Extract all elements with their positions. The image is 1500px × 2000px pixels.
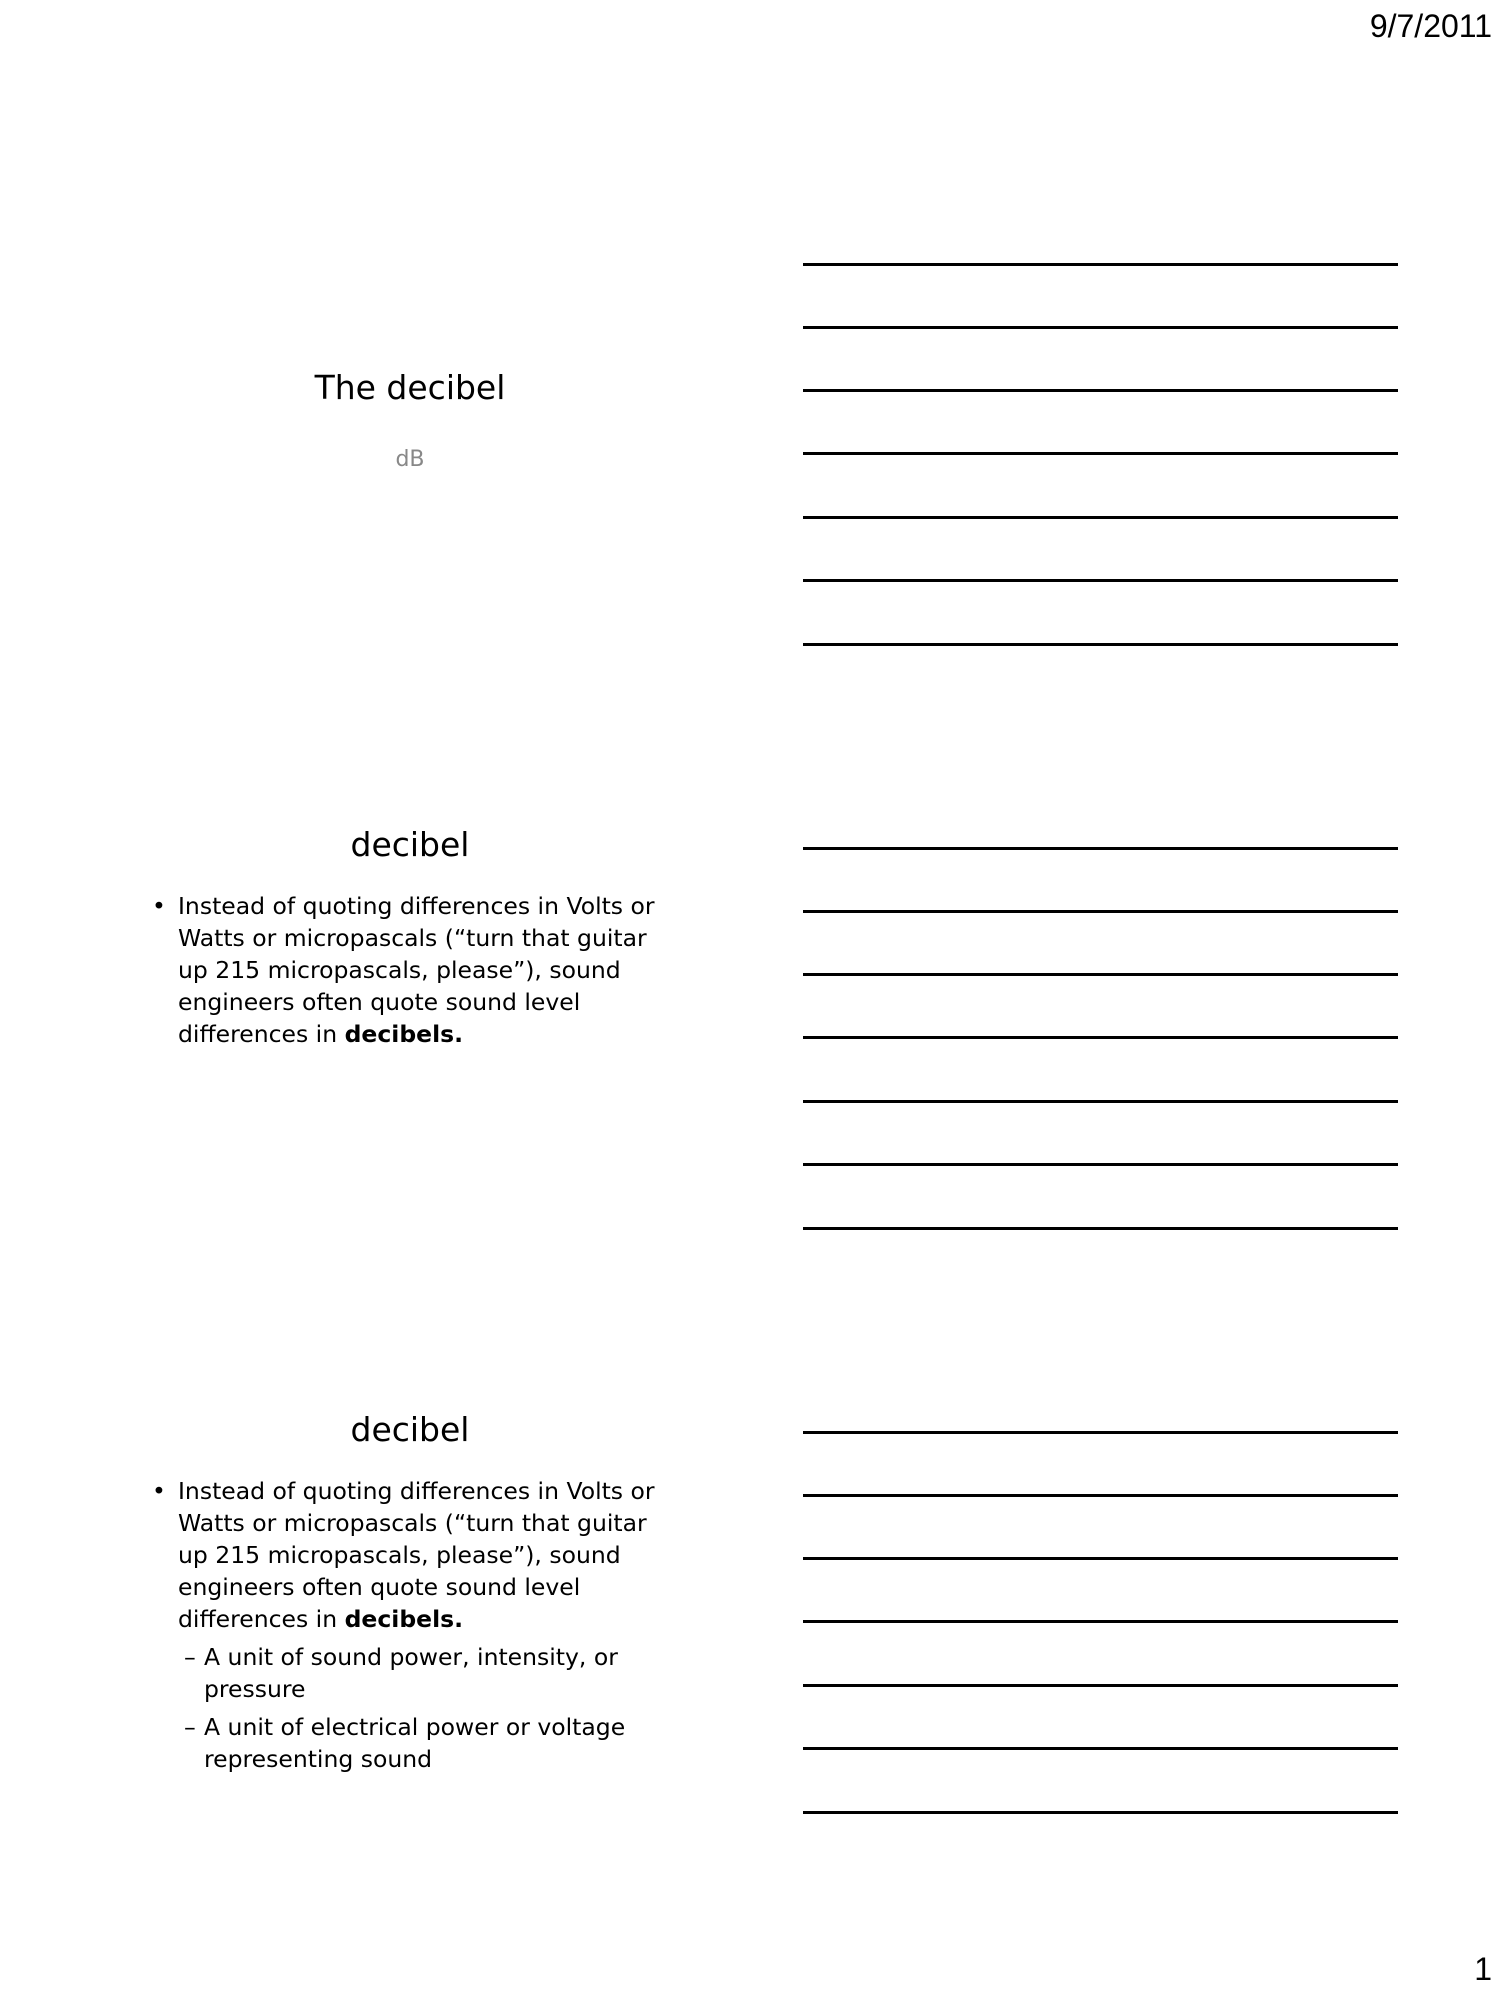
note-line — [803, 643, 1398, 646]
slide-title: The decibel — [314, 368, 506, 407]
bullet-end: . — [454, 1020, 464, 1048]
dash-icon: – — [184, 1643, 196, 1671]
header-date: 9/7/2011 — [1369, 8, 1492, 44]
note-line — [803, 1100, 1398, 1103]
note-line — [803, 1811, 1398, 1814]
slide-title: decibel — [350, 825, 470, 864]
note-line — [803, 579, 1398, 582]
sub-bullet-text: A unit of electrical power or voltage representing sound — [204, 1713, 626, 1773]
bullet-icon: • — [152, 892, 166, 920]
sub-bullet-text: A unit of sound power, intensity, or pressure — [204, 1643, 618, 1703]
note-line — [803, 516, 1398, 519]
note-line — [803, 973, 1398, 976]
note-line — [803, 1036, 1398, 1039]
slide-3 — [140, 1410, 680, 1781]
note-line — [803, 1684, 1398, 1687]
note-line — [803, 389, 1398, 392]
sub-bullet-item — [140, 1641, 680, 1705]
bullet-item — [140, 1475, 680, 1635]
sub-bullet-item — [140, 1711, 680, 1775]
note-line — [803, 1431, 1398, 1434]
slide-title: decibel — [350, 1410, 470, 1449]
slide-1 — [140, 368, 680, 472]
bullet-bold-term: decibels — [344, 1020, 455, 1048]
note-line — [803, 847, 1398, 850]
bullet-list — [140, 1475, 680, 1635]
dash-icon: – — [184, 1713, 196, 1741]
slide-2 — [140, 825, 680, 1050]
bullet-list — [140, 890, 680, 1050]
sub-bullet-list — [140, 1641, 680, 1775]
bullet-text: Instead of quoting differences in Volts or Watts or micropascals (“turn that guitar up 215 micropascals, please”), sound engineers often quote sound level differences in — [178, 1477, 655, 1633]
note-line — [803, 263, 1398, 266]
note-line — [803, 326, 1398, 329]
note-line — [803, 452, 1398, 455]
bullet-icon: • — [152, 1477, 166, 1505]
note-line — [803, 1227, 1398, 1230]
note-line — [803, 1747, 1398, 1750]
note-line — [803, 1163, 1398, 1166]
bullet-end: . — [454, 1605, 464, 1633]
note-line — [803, 1557, 1398, 1560]
bullet-bold-term: decibels — [344, 1605, 455, 1633]
note-line — [803, 1494, 1398, 1497]
note-line — [803, 910, 1398, 913]
page-number: 1 — [1474, 1951, 1492, 1987]
note-line — [803, 1620, 1398, 1623]
bullet-item — [140, 890, 680, 1050]
bullet-text: Instead of quoting differences in Volts or Watts or micropascals (“turn that guitar up 215 micropascals, please”), sound engineers often quote sound level differences in — [178, 892, 655, 1048]
slide-subtitle: dB — [395, 447, 425, 472]
